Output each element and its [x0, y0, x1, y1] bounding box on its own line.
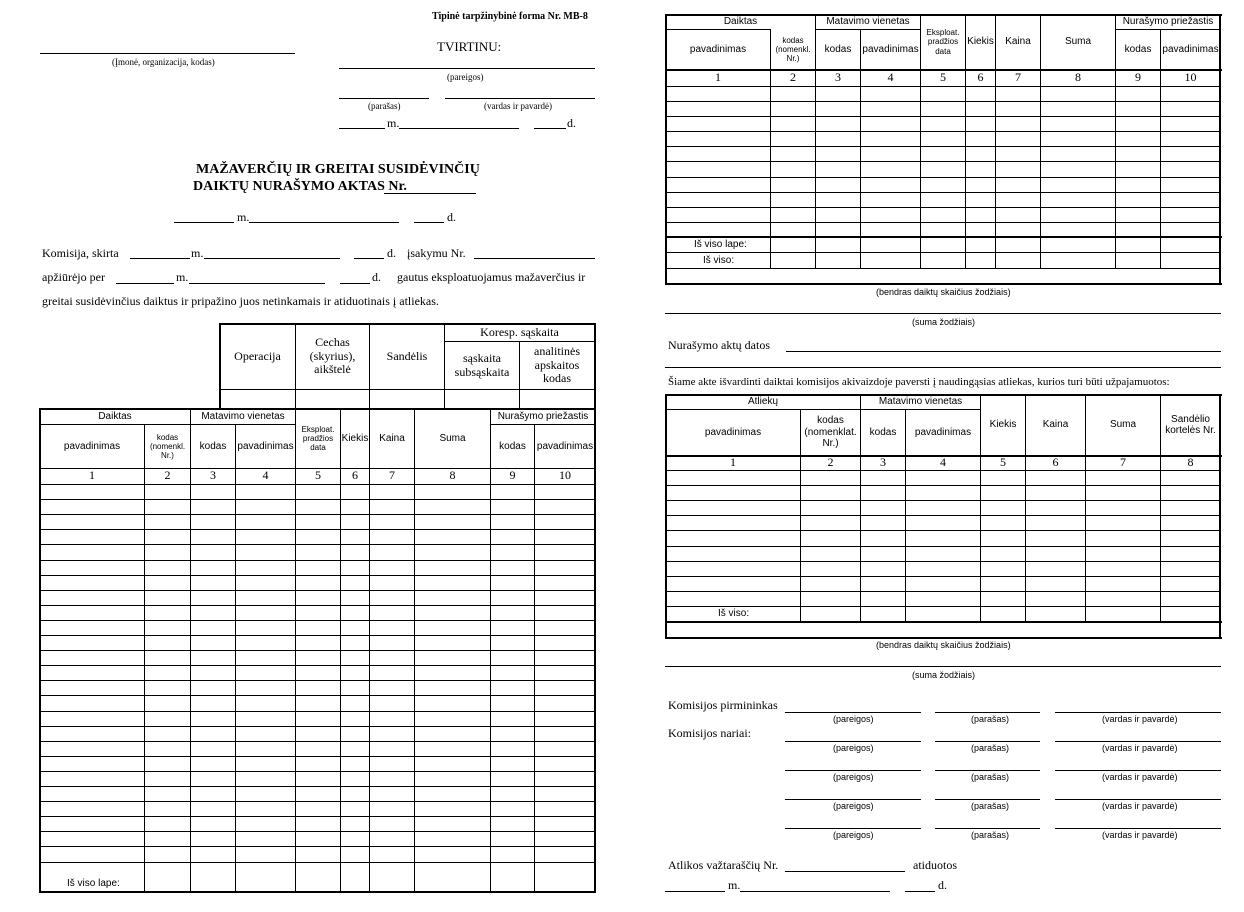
- reviewed-day-line[interactable]: [340, 283, 370, 284]
- sig-signature-line[interactable]: [935, 712, 1040, 713]
- table-row: [39, 650, 595, 651]
- reason-code-header: kodas: [499, 440, 526, 452]
- sum-words-line[interactable]: [665, 313, 1221, 314]
- table-row: [39, 635, 595, 636]
- org-caption: (Įmonė, organizacija, kodas): [112, 57, 215, 67]
- reviewed-month-label: m.: [176, 270, 189, 284]
- waste-uom-code-header: kodas: [869, 426, 897, 438]
- col-number: 2: [164, 468, 171, 483]
- table-row: [665, 146, 1221, 147]
- sig-position-line[interactable]: [785, 741, 921, 742]
- approve-month-line[interactable]: [399, 128, 519, 129]
- table-row: [665, 101, 1221, 102]
- sig-signature-caption: (parašas): [971, 830, 1010, 840]
- reason-name-header: pavadinimas: [536, 440, 594, 452]
- uom-code-header: kodas: [199, 440, 227, 452]
- sig-signature-line[interactable]: [935, 741, 1040, 742]
- col-number: 8: [1187, 455, 1194, 470]
- price-header: Kaina: [1005, 36, 1031, 48]
- org-line[interactable]: [40, 53, 295, 54]
- sig-position-line[interactable]: [785, 828, 921, 829]
- waste-count-words-caption: (bendras daiktų skaičius žodžiais): [876, 640, 1011, 650]
- table-row: [39, 605, 595, 606]
- table-row: [665, 86, 1221, 87]
- waybills-label: Atlikos važtaraščių Nr.: [668, 858, 779, 872]
- approver-signature-line[interactable]: [339, 98, 429, 99]
- col-number: 3: [210, 468, 216, 483]
- table-row: [39, 575, 595, 576]
- uom-code-header: kodas: [824, 43, 852, 55]
- act-number-line[interactable]: [384, 193, 476, 194]
- approve-month-label: m.: [387, 116, 400, 130]
- total-page-label: Iš viso lape:: [694, 239, 747, 250]
- col-number: 7: [1120, 455, 1126, 470]
- act-dates-line2[interactable]: [665, 367, 1221, 368]
- handed-month-label: m.: [728, 878, 741, 892]
- table-row: [39, 756, 595, 757]
- waste-sum-header: Suma: [1109, 419, 1137, 431]
- table-row: [665, 177, 1221, 178]
- waste-total-label: Iš viso:: [718, 608, 750, 619]
- qty-header: Kiekis: [967, 36, 994, 48]
- col-number: 4: [940, 455, 946, 470]
- waste-header: Atliekų: [747, 396, 778, 408]
- waybills-number-line[interactable]: [785, 871, 905, 872]
- col-number: 3: [880, 455, 886, 470]
- act-dates-line1[interactable]: [786, 351, 1221, 352]
- uom-name-header: pavadinimas: [862, 43, 919, 55]
- sig-signature-line[interactable]: [935, 799, 1040, 800]
- table-row: [39, 514, 595, 515]
- chair-label: Komisijos pirmininkas: [668, 698, 778, 712]
- members-label: Komisijos nariai:: [668, 726, 751, 740]
- commission-year-line[interactable]: [130, 258, 190, 259]
- reason-code-header: kodas: [1124, 43, 1152, 55]
- table-row: [39, 816, 595, 817]
- approver-name-caption: (vardas ir pavardė): [484, 101, 552, 111]
- approver-position-line[interactable]: [339, 68, 595, 69]
- uom-name-header: pavadinimas: [237, 440, 294, 452]
- col-number: 1: [715, 70, 721, 85]
- waste-uom-name-header: pavadinimas: [914, 426, 972, 438]
- order-label: įsakymu Nr.: [407, 246, 466, 260]
- start-date-header: Eksploat. pradžios data: [926, 28, 960, 56]
- waste-card-header: Sandėlio kortelės Nr.: [1165, 413, 1216, 436]
- sum-header: Suma: [439, 432, 466, 444]
- sig-signature-line[interactable]: [935, 770, 1040, 771]
- shop-header: Cechas (skyrius), aikštelė: [309, 334, 356, 377]
- act-day-line[interactable]: [414, 222, 444, 223]
- reviewed-month-line[interactable]: [189, 283, 325, 284]
- table-row: [665, 576, 1221, 577]
- approve-year-line[interactable]: [339, 128, 385, 129]
- col-number: 8: [1075, 70, 1081, 85]
- sig-position-line[interactable]: [785, 799, 921, 800]
- col-number: 9: [1135, 70, 1141, 85]
- item-header: Daiktas: [98, 410, 132, 422]
- table-row: [665, 116, 1221, 117]
- col-number: 9: [509, 468, 516, 483]
- col-number: 2: [827, 455, 834, 470]
- waste-qty-header: Kiekis: [989, 419, 1017, 431]
- col-number: 6: [1052, 455, 1059, 470]
- table-row: [39, 665, 595, 666]
- item-header: Daiktas: [723, 16, 758, 28]
- account-header: sąskaita subsąskaita: [454, 350, 510, 379]
- table-row: [39, 695, 595, 696]
- col-number: 6: [977, 70, 984, 85]
- sig-position-caption: (pareigos): [833, 743, 874, 753]
- col-number: 7: [389, 468, 395, 483]
- reason-name-header: pavadinimas: [1162, 43, 1219, 55]
- approver-name-line[interactable]: [445, 98, 595, 99]
- received-text: gautus eksploatuojamus mažaverčius ir: [397, 270, 586, 284]
- start-date-header: Eksploat. pradžios data: [301, 424, 335, 453]
- table-row: [39, 741, 595, 742]
- table-row: [665, 606, 1221, 607]
- waste-code-header: kodas (nomenklat. Nr.): [804, 415, 857, 450]
- col-number: 4: [887, 70, 894, 85]
- table-row: [665, 485, 1221, 486]
- table-row: [665, 546, 1221, 547]
- table-row: [665, 591, 1221, 592]
- commission-day-label: d.: [387, 246, 396, 260]
- table-row: [39, 544, 595, 545]
- table-row: [39, 711, 595, 712]
- col-number: 8: [449, 468, 456, 483]
- commission-month-label: m.: [191, 246, 204, 260]
- order-number-line[interactable]: [474, 258, 595, 259]
- price-header: Kaina: [379, 432, 405, 444]
- sig-name-line[interactable]: [1055, 741, 1221, 742]
- total-label: Iš viso:: [703, 255, 735, 266]
- table-row: [665, 192, 1221, 193]
- approve-day-label: d.: [567, 116, 576, 130]
- sig-position-line[interactable]: [785, 770, 921, 771]
- sig-name-caption: (vardas ir pavardė): [1102, 801, 1178, 811]
- col-number: 6: [352, 468, 358, 483]
- reviewed-year-line[interactable]: [116, 283, 174, 284]
- sig-position-caption: (pareigos): [833, 772, 874, 782]
- uom-header: Matavimo vienetas: [826, 16, 910, 28]
- operation-header: Operacija: [234, 348, 281, 363]
- table-row: [665, 515, 1221, 516]
- waste-price-header: Kaina: [1042, 419, 1069, 431]
- table-row: [39, 862, 595, 863]
- handed-month-line[interactable]: [740, 891, 890, 892]
- sig-position-caption: (pareigos): [833, 830, 874, 840]
- total-page-label: Iš viso lape:: [67, 878, 120, 889]
- act-day-label: d.: [447, 210, 456, 224]
- table-row: [39, 786, 595, 787]
- item-name-header: pavadinimas: [689, 43, 747, 55]
- table-row: [665, 500, 1221, 501]
- table-row: [665, 470, 1221, 471]
- col-number: 10: [559, 468, 571, 483]
- waste-name-header: pavadinimas: [704, 426, 762, 438]
- item-code-header: kodas (nomenkl. Nr.): [149, 432, 186, 461]
- warehouse-header: Sandėlis: [386, 348, 428, 363]
- act-month-line[interactable]: [249, 222, 399, 223]
- item-name-header: pavadinimas: [63, 440, 121, 452]
- sig-signature-line[interactable]: [935, 828, 1040, 829]
- sig-position-line[interactable]: [785, 712, 921, 713]
- waste-sum-words-line[interactable]: [665, 666, 1221, 667]
- table-row: [39, 831, 595, 832]
- qty-header: Kiekis: [341, 432, 369, 444]
- handed-label: atiduotos: [913, 858, 957, 872]
- table-row: [665, 161, 1221, 162]
- sig-signature-caption: (parašas): [971, 743, 1010, 753]
- handed-day-line[interactable]: [905, 891, 935, 892]
- col-number: 4: [262, 468, 269, 483]
- approver-position-caption: (pareigos): [447, 72, 484, 82]
- sig-position-caption: (pareigos): [833, 714, 874, 724]
- form-name: Tipinė tarpžinybinė forma Nr. MB-8: [432, 11, 588, 22]
- sig-name-line[interactable]: [1055, 799, 1221, 800]
- act-month-label: m.: [237, 210, 250, 224]
- commission-month-line[interactable]: [204, 258, 340, 259]
- sig-position-caption: (pareigos): [833, 801, 874, 811]
- table-row: [665, 207, 1221, 208]
- col-number: 5: [940, 70, 946, 85]
- approve-label: TVIRTINU:: [437, 39, 502, 54]
- table-row: [39, 620, 595, 621]
- approver-signature-caption: (parašas): [368, 101, 401, 111]
- reason-header: Nurašymo priežastis: [1122, 16, 1214, 28]
- sig-name-line[interactable]: [1055, 770, 1221, 771]
- intro-line3: greitai susidėvinčius daiktus ir pripažino juos netinkamais ir atiduotinais į atliekas.: [42, 294, 439, 308]
- corresp-header: Koresp. sąskaita: [480, 324, 559, 339]
- act-year-line[interactable]: [174, 222, 234, 223]
- handed-day-label: d.: [938, 878, 947, 892]
- table-row: [665, 530, 1221, 531]
- table-row: [665, 561, 1221, 562]
- doc-title-line1: MAŽAVERČIŲ IR GREITAI SUSIDĖVINČIŲ: [196, 162, 480, 177]
- col-number: 5: [315, 468, 321, 483]
- col-number: 1: [730, 455, 736, 470]
- approve-day-line[interactable]: [534, 128, 566, 129]
- sig-name-caption: (vardas ir pavardė): [1102, 830, 1178, 840]
- col-number: 3: [835, 70, 841, 85]
- reviewed-label: apžiūrėjo per: [42, 270, 105, 284]
- table-row: [39, 529, 595, 530]
- col-number: 5: [1000, 455, 1006, 470]
- item-code-header: kodas (nomenkl. Nr.): [775, 35, 811, 64]
- table-row: [39, 801, 595, 802]
- handed-year-line[interactable]: [665, 891, 725, 892]
- table-row: [39, 560, 595, 561]
- waste-sum-words-caption: (suma žodžiais): [912, 670, 976, 680]
- sig-name-caption: (vardas ir pavardė): [1102, 743, 1178, 753]
- sum-header: Suma: [1064, 36, 1092, 48]
- col-number: 10: [1184, 70, 1197, 85]
- table-row: [665, 222, 1221, 223]
- sig-name-caption: (vardas ir pavardė): [1102, 714, 1178, 724]
- sig-name-line[interactable]: [1055, 828, 1221, 829]
- doc-title-line2: DAIKTŲ NURAŠYMO AKTAS Nr.: [193, 179, 407, 194]
- waste-statement: Šiame akte išvardinti daiktai komisijos akivaizdoje paversti į naudingąsias atliekas, kurios turi būti užpajamuotos:: [668, 376, 1170, 388]
- table-row: [39, 726, 595, 727]
- reason-header: Nurašymo priežastis: [497, 410, 589, 422]
- table-row: [39, 771, 595, 772]
- act-dates-label: Nurašymo aktų datos: [668, 338, 770, 352]
- sig-signature-caption: (parašas): [971, 714, 1010, 724]
- reviewed-day-label: d.: [372, 270, 381, 284]
- table-row: [39, 499, 595, 500]
- commission-label: Komisija, skirta: [42, 246, 119, 260]
- table-row: [39, 484, 595, 485]
- col-number: 1: [89, 468, 95, 483]
- table-row: [39, 680, 595, 681]
- table-row: [39, 846, 595, 847]
- total-count-words-caption: (bendras daiktų skaičius žodžiais): [876, 287, 1011, 297]
- analytic-header: analitinės apskaitos kodas: [534, 343, 580, 386]
- col-number: 2: [790, 70, 796, 85]
- sig-signature-caption: (parašas): [971, 772, 1010, 782]
- commission-day-line[interactable]: [354, 258, 384, 259]
- uom-header: Matavimo vienetas: [201, 410, 285, 422]
- sig-signature-caption: (parašas): [971, 801, 1010, 811]
- col-number: 7: [1015, 70, 1021, 85]
- table-row: [665, 131, 1221, 132]
- sum-words-caption: (suma žodžiais): [912, 317, 976, 327]
- sig-name-line[interactable]: [1055, 712, 1221, 713]
- waste-uom-header: Matavimo vienetas: [878, 396, 963, 408]
- sig-name-caption: (vardas ir pavardė): [1102, 772, 1178, 782]
- table-row: [39, 590, 595, 591]
